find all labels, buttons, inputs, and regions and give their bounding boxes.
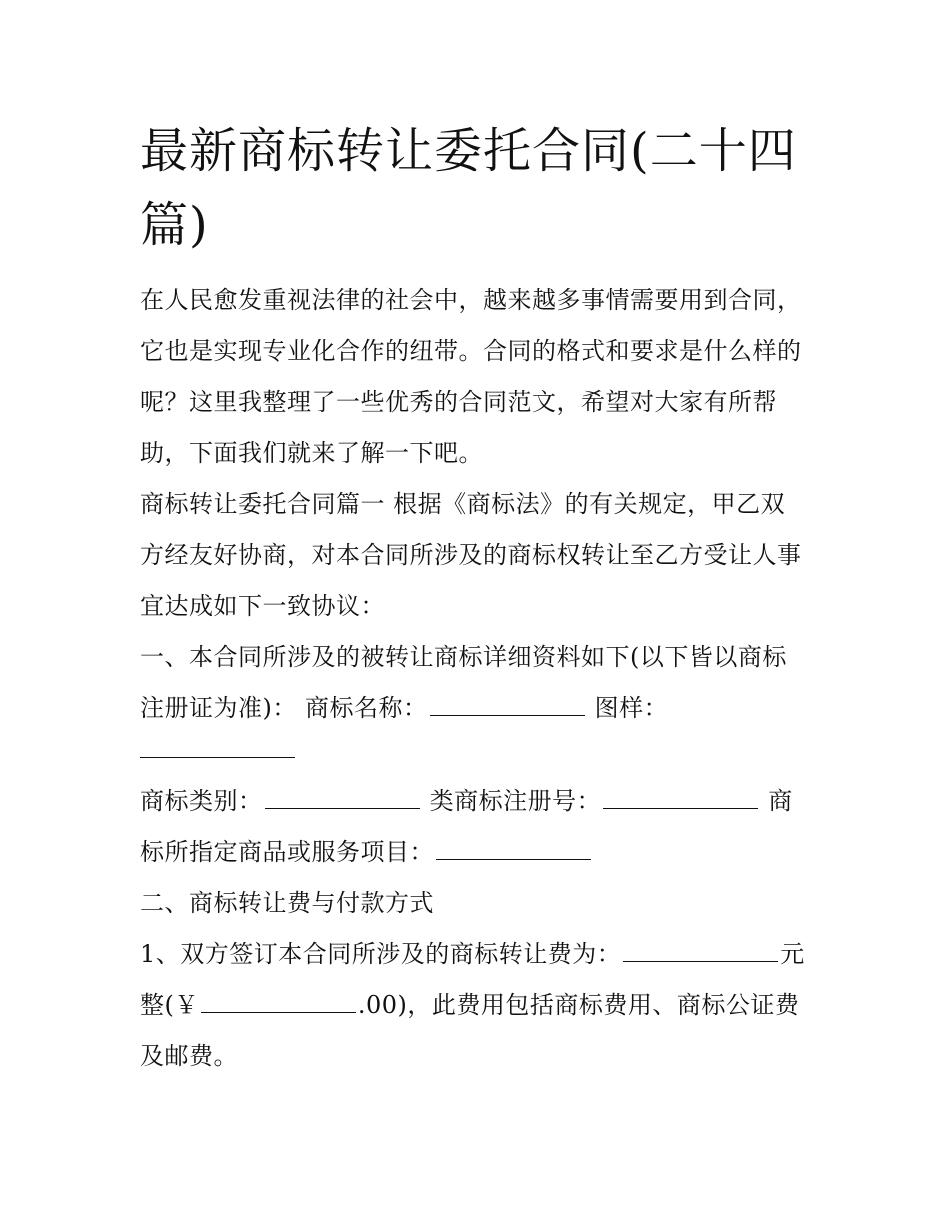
- trademark-class-line: [140, 786, 793, 816]
- section1-line-3: 宜达成如下一致协议：: [140, 592, 385, 620]
- fee-unit: 元: [780, 940, 805, 968]
- section2-heading: 二、商标转让费与付款方式: [140, 889, 434, 917]
- registration-number-label: 类商标注册号：: [421, 787, 602, 815]
- intro-line-1: 在人民愈发重视法律的社会中，越来越多事情需要用到合同，: [140, 286, 802, 314]
- section1-line-4: 一、本合同所涉及的被转让商标详细资料如下(以下皆以商标: [140, 643, 787, 671]
- trademark-name-blank[interactable]: [430, 693, 585, 716]
- intro-line-3: 呢？这里我整理了一些优秀的合同范文，希望对大家有所帮: [140, 388, 777, 416]
- intro-line-4: 助，下面我们就来了解一下吧。: [140, 439, 483, 467]
- class-line-tail: 商: [760, 787, 793, 815]
- pattern-label: 图样：: [586, 694, 669, 722]
- goods-services-blank[interactable]: [436, 837, 591, 860]
- fee-amount-blank[interactable]: [623, 939, 778, 962]
- page-title: 最新商标转让委托合同(二十四篇): [140, 123, 797, 253]
- trademark-name-label: 注册证为准)： 商标名称：: [140, 694, 428, 722]
- fee-line-3: 及邮费。: [140, 1042, 238, 1070]
- registration-number-blank[interactable]: [603, 786, 758, 809]
- fee-rmb-label: 整(￥: [140, 991, 199, 1019]
- goods-services-label: 标所指定商品或服务项目：: [140, 838, 434, 866]
- fee-includes-text: .00)，此费用包括商标费用、商标公证费: [357, 991, 800, 1019]
- fee-line-1: [140, 939, 805, 969]
- section1-line-2: 方经友好协商，对本合同所涉及的商标权转让至乙方受让人事: [140, 541, 802, 569]
- trademark-class-blank[interactable]: [265, 786, 420, 809]
- pattern-blank-line: [140, 735, 297, 765]
- trademark-class-label: 商标类别：: [140, 787, 263, 815]
- fee-rmb-blank[interactable]: [201, 990, 356, 1013]
- pattern-blank[interactable]: [140, 735, 295, 758]
- goods-services-line: [140, 837, 593, 867]
- section1-line-1: 商标转让委托合同篇一 根据《商标法》的有关规定，甲乙双: [140, 490, 786, 518]
- trademark-name-line: [140, 693, 668, 723]
- intro-line-2: 它也是实现专业化合作的纽带。合同的格式和要求是什么样的: [140, 337, 802, 365]
- fee-label: 1、双方签订本合同所涉及的商标转让费为：: [140, 940, 622, 968]
- fee-line-2: [140, 990, 799, 1020]
